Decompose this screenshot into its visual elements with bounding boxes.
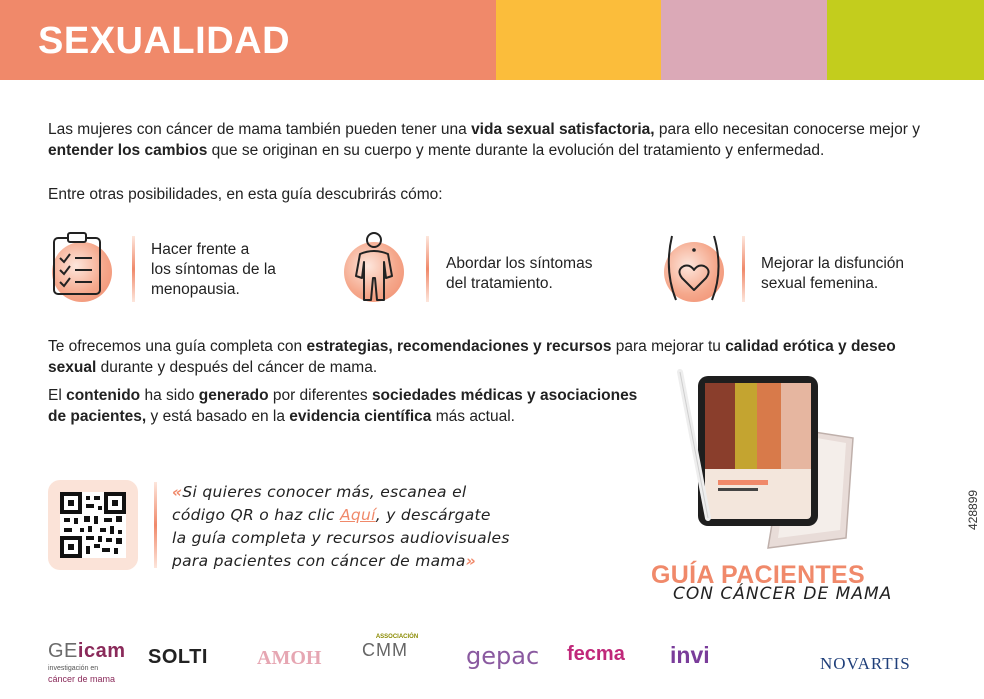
content-bold: evidencia científica	[289, 408, 432, 425]
intro-text: Las mujeres con cáncer de mama también pueden tener una	[48, 121, 472, 138]
feature-line: los síntomas de la	[151, 261, 276, 278]
intro-bold: entender los cambios	[48, 142, 208, 159]
close-quote: »	[465, 552, 477, 570]
feature-line: sexual femenina.	[761, 275, 879, 292]
feature-line: Hacer frente a	[151, 241, 250, 258]
content-text: por diferentes	[268, 387, 372, 404]
offer-text: para mejorar tu	[611, 338, 726, 355]
clipboard-checklist-icon	[48, 230, 118, 310]
geicam-logo-sub: investigación en	[48, 665, 99, 672]
page-title: SEXUALIDAD	[38, 20, 291, 62]
feature-line: Mejorar la disfunción	[761, 255, 905, 272]
cmm-logo-text: CMM	[362, 640, 408, 660]
open-quote: «	[172, 483, 183, 501]
partner-logos	[0, 628, 984, 688]
feature-text	[446, 254, 592, 294]
tablet-illustration	[668, 368, 878, 558]
feature-divider	[426, 236, 429, 302]
feature-text	[151, 240, 276, 300]
solti-logo: SOLTI	[148, 646, 208, 668]
feature-line: Abordar los síntomas	[446, 255, 593, 272]
offer-text: durante y después del cáncer de mama.	[96, 359, 378, 376]
fecma-logo: fecma	[567, 643, 625, 665]
geicam-logo	[48, 640, 126, 683]
header-green-segment	[827, 0, 984, 80]
content-bold: sociedades médicas y asociaciones de pacientes,	[48, 387, 638, 425]
geicam-logo-part: GE	[48, 640, 78, 662]
feature-menopause	[48, 230, 318, 305]
content-bold: contenido	[66, 387, 141, 404]
cta-line	[172, 481, 542, 504]
cta-line-text: , y descárgate	[375, 506, 491, 524]
amoh-logo: AMOH	[257, 647, 322, 669]
novartis-logo: NOVARTIS	[820, 654, 911, 673]
offer-text: Te ofrecemos una guía completa con	[48, 338, 307, 355]
content-bold: generado	[198, 387, 269, 404]
feature-divider	[742, 236, 745, 302]
intro-lead: Entre otras posibilidades, en esta guía descubrirás cómo:	[48, 186, 443, 203]
header-yellow-segment	[496, 0, 661, 80]
cmm-logo	[362, 634, 432, 661]
guide-subtitle: CON CÁNCER DE MAMA	[673, 584, 893, 604]
geicam-logo-sub: cáncer de mama	[48, 674, 116, 684]
content-text: ha sido	[140, 387, 199, 404]
belly-heart-icon	[662, 230, 732, 310]
invi-logo: invi	[670, 642, 710, 668]
feature-divider	[132, 236, 135, 302]
cta-line-text: código QR o haz clic	[172, 506, 340, 524]
header-band	[0, 0, 984, 80]
header-main-segment	[0, 0, 496, 80]
cta-line: la guía completa y recursos audiovisuales	[172, 529, 510, 547]
cta-line-text: Si quieres conocer más, escanea el	[182, 483, 467, 501]
feature-dysfunction	[662, 230, 942, 305]
offer-bold: estrategias, recomendaciones y recursos	[306, 338, 612, 355]
feature-line: menopausia.	[151, 281, 240, 298]
content-text: y está basado en la	[146, 408, 290, 425]
content-paragraph	[48, 385, 638, 427]
content-text: más actual.	[431, 408, 515, 425]
guide-title: GUÍA PACIENTES	[651, 561, 865, 589]
reference-code: 428899	[966, 489, 980, 530]
cta-line	[172, 550, 542, 573]
gepac-logo: gepac	[466, 642, 540, 670]
feature-line: del tratamiento.	[446, 275, 553, 292]
qr-code-icon	[60, 492, 126, 558]
feature-text	[761, 254, 904, 294]
intro-text: que se originan en su cuerpo y mente durante la evolución del tratamiento y enfermedad.	[207, 142, 825, 159]
cmm-logo-top: ASSOCIACIÓN	[375, 634, 419, 640]
geicam-logo-part: icam	[77, 640, 126, 662]
intro-paragraph	[48, 119, 928, 161]
qr-divider	[154, 482, 157, 568]
intro-bold: vida sexual satisfactoria,	[471, 121, 655, 138]
offer-bold: calidad erótica y deseo sexual	[48, 338, 896, 376]
cta-text	[172, 481, 542, 573]
feature-treatment	[342, 230, 642, 305]
tablet-with-pen-icon	[668, 368, 878, 558]
qr-code[interactable]	[48, 480, 138, 570]
cta-line	[172, 504, 542, 527]
content-text: El	[48, 387, 67, 404]
cta-line-text: para pacientes con cáncer de mama	[172, 552, 466, 570]
person-icon	[342, 230, 412, 310]
download-link[interactable]: Aquí	[339, 506, 376, 524]
intro-text: para ello necesitan conocerse mejor y	[654, 121, 920, 138]
header-pink-segment	[661, 0, 827, 80]
